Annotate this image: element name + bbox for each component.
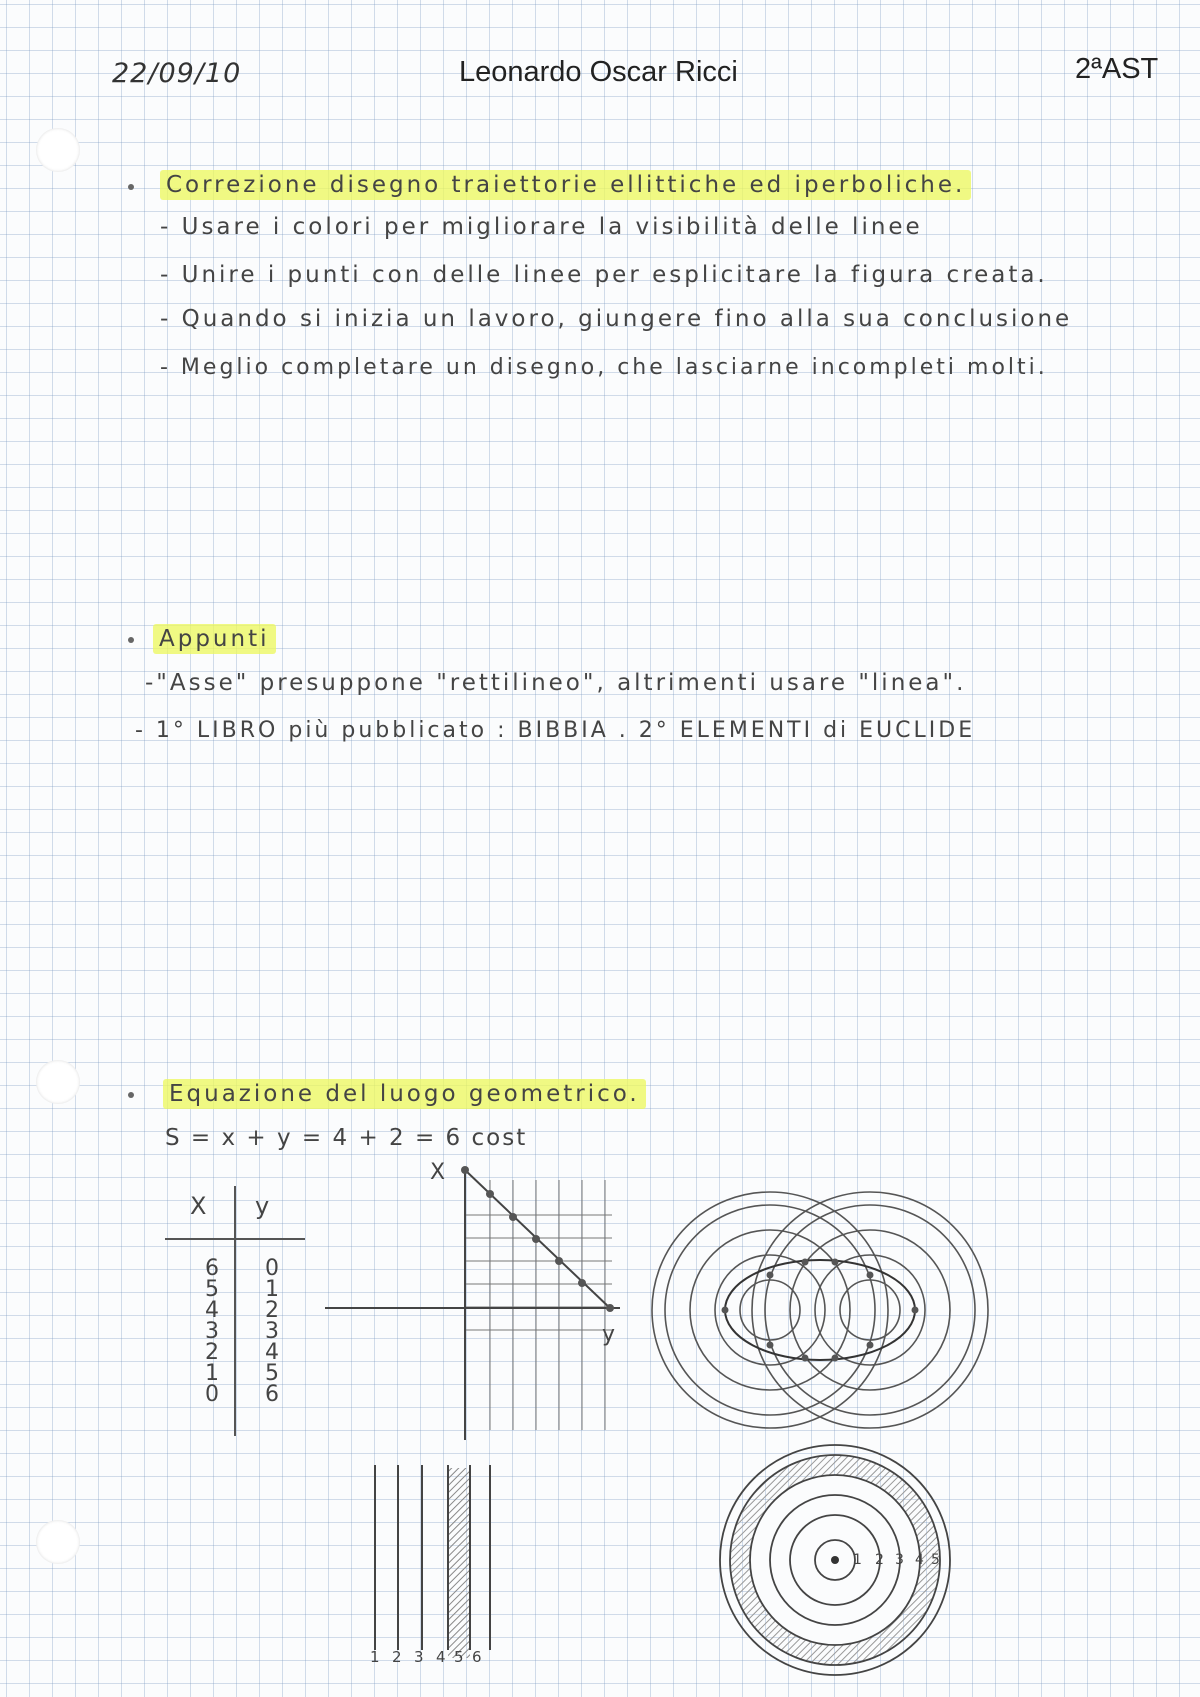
section1-item: - Quando si inizia un lavoro, giungere fino alla sua conclusione xyxy=(160,306,1073,332)
table-cell: 0 xyxy=(265,1256,279,1281)
table-x-column xyxy=(198,1258,226,1405)
section2-title: Appunti xyxy=(153,624,276,654)
circle-label: 5 xyxy=(931,1552,940,1568)
punch-hole xyxy=(36,1060,80,1104)
table-cell: 5 xyxy=(205,1277,219,1302)
section1-item: - Unire i punti con delle linee per esplicitare la figura creata. xyxy=(160,262,1048,288)
table-header-y: y xyxy=(255,1192,273,1220)
section3-title: Equazione del luogo geometrico. xyxy=(163,1079,646,1109)
strip-label: 4 xyxy=(436,1648,446,1666)
table-cell: 3 xyxy=(265,1319,279,1344)
table-cell: 2 xyxy=(265,1298,279,1323)
section2-item: -"Asse" presuppone "rettilineo", altrimenti usare "linea". xyxy=(145,670,967,696)
strip-label: 6 xyxy=(472,1648,482,1666)
header-class: 2ªAST xyxy=(1075,53,1159,85)
strip-label: 2 xyxy=(392,1648,402,1666)
table-cell: 4 xyxy=(205,1298,219,1323)
section2-item: - 1° LIBRO più pubblicato : BIBBIA . 2° ELEMENTI di EUCLIDE xyxy=(135,718,976,743)
circle-label: 1 xyxy=(853,1552,862,1568)
circle-labels xyxy=(853,1552,947,1568)
section1-item: - Meglio completare un disegno, che lasciarne incompleti molti. xyxy=(160,355,1048,380)
circle-label: 2 xyxy=(875,1552,884,1568)
section1-title: Correzione disegno traiettorie ellittiche ed iperboliche. xyxy=(160,170,971,200)
table-header-x: X xyxy=(190,1192,210,1220)
punch-hole xyxy=(36,128,80,172)
section1-item: - Usare i colori per migliorare la visibilità delle linee xyxy=(160,214,923,240)
strip-label: 3 xyxy=(414,1648,424,1666)
strip-label: 1 xyxy=(370,1648,380,1666)
bullet xyxy=(128,1092,134,1098)
equation: S = x + y = 4 + 2 = 6 cost xyxy=(165,1125,528,1151)
table-y-column xyxy=(258,1258,286,1405)
circle-label: 4 xyxy=(915,1552,924,1568)
table-cell: 2 xyxy=(205,1340,219,1365)
bullet xyxy=(128,184,134,190)
table-cell: 6 xyxy=(265,1382,279,1407)
circle-label: 3 xyxy=(895,1552,904,1568)
table-cell: 4 xyxy=(265,1340,279,1365)
punch-hole xyxy=(36,1520,80,1564)
table-cell: 6 xyxy=(205,1256,219,1281)
strip-labels xyxy=(370,1648,490,1666)
strip-label: 5 xyxy=(454,1648,464,1666)
bullet xyxy=(128,637,134,643)
locus-graph xyxy=(320,1160,660,1440)
header-name: Leonardo Oscar Ricci xyxy=(459,56,738,88)
table-cell: 3 xyxy=(205,1319,219,1344)
table-cell: 1 xyxy=(205,1361,219,1386)
graph-x-label: X xyxy=(430,1160,449,1185)
header-date: 22/09/10 xyxy=(112,58,242,89)
table-cell: 5 xyxy=(265,1361,279,1386)
table-vertical-line xyxy=(234,1186,236,1436)
graph-y-label: y xyxy=(602,1322,619,1347)
table-cell: 0 xyxy=(205,1382,219,1407)
table-cell: 1 xyxy=(265,1277,279,1302)
vertical-strips-drawing xyxy=(360,1460,520,1660)
intersecting-circles-drawing xyxy=(650,1190,1010,1430)
